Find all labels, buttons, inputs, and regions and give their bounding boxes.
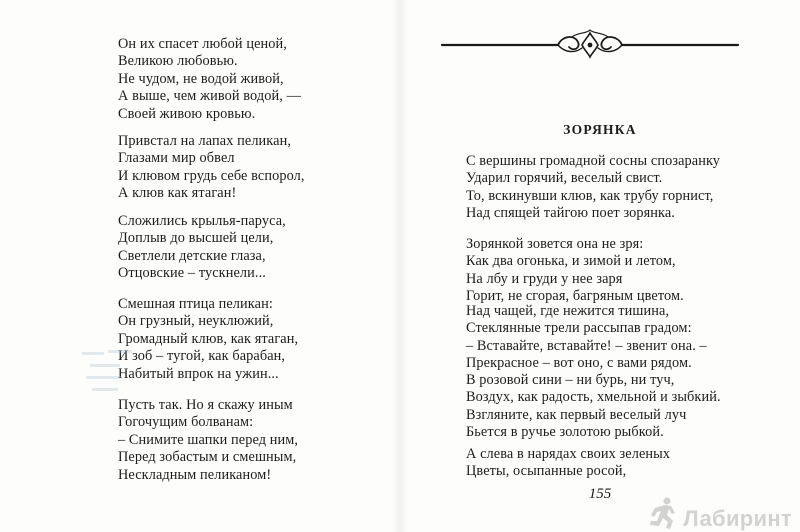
poem-title: ЗОРЯНКА bbox=[563, 122, 637, 137]
page-number: 155 bbox=[588, 486, 612, 502]
poem-line: Ударил горячий, веселый свист. bbox=[466, 170, 663, 187]
poem-line: Сложились крылья-паруса, bbox=[118, 213, 286, 229]
poem-line: С вершины громадной сосны спозаранку bbox=[466, 153, 721, 169]
poem-line: Доплыв до высшей цели, bbox=[118, 230, 274, 247]
poem-line: Смешная птица пеликан: bbox=[118, 296, 273, 312]
stanza bbox=[118, 36, 301, 123]
poem-line: Прекрасное – вот оно, с вами рядом. bbox=[466, 355, 692, 372]
poem-line: Он грузный, неуклюжий, bbox=[118, 313, 274, 330]
labirint-watermark bbox=[647, 496, 792, 530]
poem-line: Отцовские – тускнели... bbox=[118, 265, 266, 282]
poem-line: Как два огонька, и зимой и летом, bbox=[466, 253, 676, 270]
poem-line: Глазами мир обвел bbox=[118, 150, 235, 167]
poem-line: А выше, чем живой водой, — bbox=[118, 88, 301, 105]
stanza bbox=[466, 372, 721, 442]
poem-line: Не чудом, не водой живой, bbox=[118, 70, 284, 87]
stanza bbox=[466, 236, 684, 306]
poem-line: А слева в нарядах своих зеленых bbox=[466, 446, 671, 462]
poem-line: Громадный клюв, как ятаган, bbox=[118, 330, 299, 347]
poem-line: – Вставайте, вставайте! – звенит она. – bbox=[466, 337, 707, 354]
poem-line: Над чащей, где нежится тишина, bbox=[466, 303, 670, 319]
poem-line: Зорянкой зовется она не зря: bbox=[466, 236, 644, 252]
runner-logo-icon bbox=[647, 496, 681, 530]
poem-line: И зоб – тугой, как барабан, bbox=[118, 348, 286, 365]
poem-line: Привстал на лапах пеликан, bbox=[118, 133, 292, 149]
stanza bbox=[466, 153, 720, 223]
poem-line: Пусть так. Но я скажу иным bbox=[118, 397, 293, 413]
poem-line: Горит, не сгорая, багряным цветом. bbox=[466, 288, 684, 305]
ornament-divider-icon bbox=[440, 26, 740, 62]
poem-line: То, вскинувши клюв, как трубу горнист, bbox=[466, 187, 714, 204]
poem-line: Цветы, осыпанные росой, bbox=[466, 463, 627, 480]
watermark-text: Лабиринт bbox=[683, 506, 792, 531]
bleed-through-shape bbox=[78, 344, 138, 400]
poem-line: – Снимите шапки перед ним, bbox=[118, 431, 299, 448]
poem-line: На лбу и груди у нее заря bbox=[466, 270, 623, 287]
poem-line: Перед зобастым и смешным, bbox=[118, 449, 297, 466]
poem-line: Стеклянные трели рассыпав градом: bbox=[466, 320, 692, 337]
stanza bbox=[118, 213, 286, 283]
poem-line: Набитый впрок на ужин... bbox=[118, 365, 279, 382]
poem-line: В розовой сини – ни бурь, ни туч, bbox=[466, 372, 675, 388]
poem-line: Светлели детские глаза, bbox=[118, 247, 266, 264]
stanza bbox=[466, 446, 670, 481]
poem-line: Нескладным пеликаном! bbox=[118, 466, 272, 483]
poem-line: Своей живою кровью. bbox=[118, 105, 256, 122]
stanza bbox=[118, 133, 305, 203]
stanza bbox=[118, 397, 298, 484]
poem-line: Гогочущим болванам: bbox=[118, 414, 254, 431]
stanza bbox=[118, 296, 298, 383]
right-page bbox=[400, 0, 800, 532]
stanza bbox=[466, 303, 707, 373]
poem-line: Он их спасет любой ценой, bbox=[118, 36, 287, 52]
bleed-through-smudge bbox=[78, 344, 138, 400]
poem-line: Над спящей тайгою поет зорянка. bbox=[466, 205, 675, 222]
poem-line: Бьется в ручье золотою рыбкой. bbox=[466, 424, 664, 441]
poem-line: Взгляните, как первый веселый луч bbox=[466, 406, 687, 423]
poem-line: И клювом грудь себе вспорол, bbox=[118, 167, 305, 184]
poem-line: А клюв как ятаган! bbox=[118, 185, 237, 202]
poem-line: Великою любовью. bbox=[118, 53, 238, 70]
poem-line: Воздух, как радость, хмельной и зыбкий. bbox=[466, 389, 721, 406]
